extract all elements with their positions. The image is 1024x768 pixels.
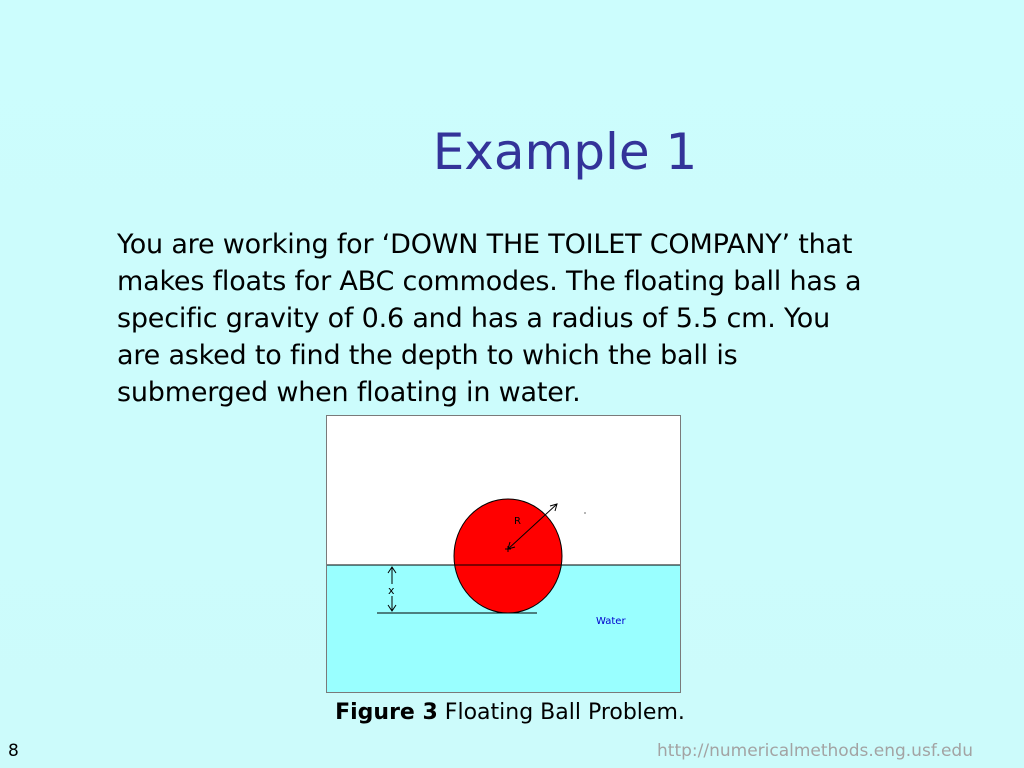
floating-ball xyxy=(454,499,562,613)
problem-line-5: submerged when floating in water. xyxy=(117,377,581,408)
problem-line-4: are asked to find the depth to which the ball is xyxy=(117,340,738,371)
problem-line-1: You are working for ‘DOWN THE TOILET COMPANY’ that xyxy=(117,229,853,260)
problem-line-2: makes floats for ABC commodes. The floating ball has a xyxy=(117,266,862,297)
floating-ball-figure xyxy=(326,415,681,693)
figure-caption xyxy=(0,700,1020,725)
footer-url[interactable]: http://numericalmethods.eng.usf.edu xyxy=(657,741,973,761)
problem-statement xyxy=(117,226,987,411)
water-label: Water xyxy=(596,616,626,627)
problem-line-3: specific gravity of 0.6 and has a radius of 5.5 cm. You xyxy=(117,303,830,334)
radius-label: R xyxy=(514,516,521,527)
slide-title: Example 1 xyxy=(432,123,698,181)
floating-ball-diagram xyxy=(327,416,681,693)
slide-number: 8 xyxy=(8,741,19,761)
figure-caption-label: Figure 3 xyxy=(335,700,438,725)
depth-label: x xyxy=(388,584,395,597)
stray-dot xyxy=(584,512,585,513)
figure-caption-text: Floating Ball Problem. xyxy=(437,700,685,725)
